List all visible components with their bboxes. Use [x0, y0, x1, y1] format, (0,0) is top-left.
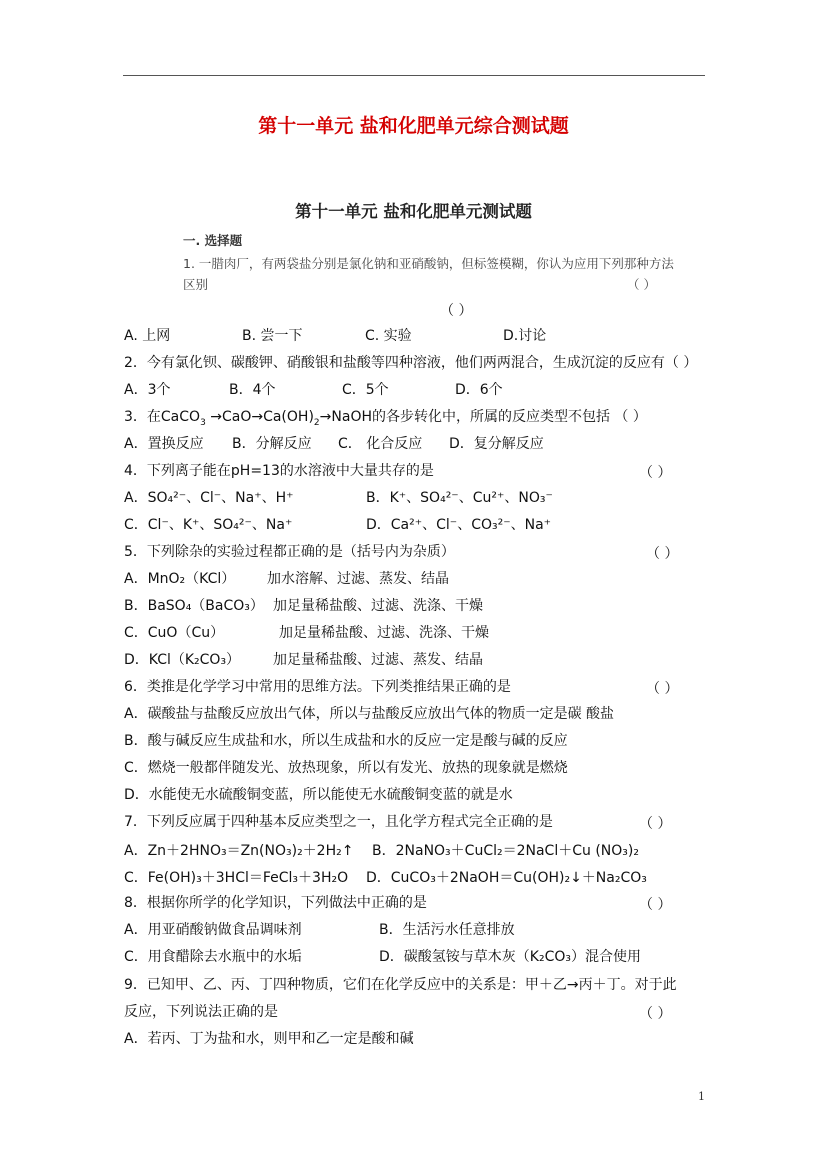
q1-text-line2: 区别: [183, 277, 209, 292]
q3-text-part: →NaOH的各步转化中，所属的反应类型不包括 （ ）: [319, 409, 647, 425]
q5-option-label: B．BaSO₄（BaCO₃）: [124, 598, 264, 614]
q8-option-c: C．用食醋除去水瓶中的水垢: [124, 949, 302, 965]
q3-option-b: B．分解反应: [232, 436, 312, 452]
q5-option-label: D．KCl（K₂CO₃）: [124, 652, 241, 668]
q7-text: 7．下列反应属于四种基本反应类型之一，且化学方程式完全正确的是: [124, 814, 553, 830]
q2-option-c: C．5个: [342, 382, 389, 398]
q8-option-d: D．碳酸氢铵与草木灰（K₂CO₃）混合使用: [379, 949, 641, 965]
q5-text: 5．下列除杂的实验过程都正确的是（括号内为杂质）: [124, 544, 455, 560]
q6-option-b: B．酸与碱反应生成盐和水，所以生成盐和水的反应一定是酸与碱的反应: [124, 733, 568, 749]
q3-subscript: 3: [200, 417, 206, 428]
q1-option-c: C. 实验: [365, 328, 412, 344]
q6-option-a: A．碳酸盐与盐酸反应放出气体，所以与盐酸反应放出气体的物质一定是碳 酸盐: [124, 706, 615, 722]
q1-option-b: B. 尝一下: [242, 328, 303, 344]
header-rule: [123, 75, 705, 76]
q7-option-b: B．2NaNO₃＋CuCl₂＝2NaCl＋Cu (NO₃)₂: [372, 843, 639, 859]
q5-option-label: C．CuO（Cu）: [124, 625, 225, 641]
q1-text-line1: 1. 一腊肉厂，有两袋盐分别是氯化钠和亚硝酸钠，但标签模糊，你认为应用下列那种方法: [183, 256, 674, 271]
q7-option-a: A．Zn＋2HNO₃＝Zn(NO₃)₂＋2H₂↑: [124, 843, 354, 859]
q9-text-line1: 9．已知甲、乙、丙、丁四种物质，它们在化学反应中的关系是：甲＋乙→丙＋丁。对于此: [124, 977, 677, 993]
q3-text-part: 3．在CaCO: [124, 409, 201, 425]
q7-answer-paren: （ ）: [639, 816, 672, 832]
q6-answer-paren: （ ）: [646, 681, 679, 697]
q6-text: 6．类推是化学学习中常用的思维方法。下列类推结果正确的是: [124, 679, 511, 695]
q8-answer-paren: （ ）: [639, 897, 672, 913]
q4-text: 4．下列离子能在pH=13的水溶液中大量共存的是: [124, 463, 434, 479]
q9-answer-paren: （ ）: [639, 1006, 672, 1022]
q4-option-b: B．K⁺、SO₄²⁻、Cu²⁺、NO₃⁻: [366, 490, 553, 506]
q1-answer-paren-2: （ ）: [440, 303, 473, 319]
q6-option-c: C．燃烧一般都伴随发光、放热现象，所以有发光、放热的现象就是燃烧: [124, 760, 568, 776]
q5-option-method: 加水溶解、过滤、蒸发、结晶: [267, 571, 449, 587]
q9-option-a: A．若丙、丁为盐和水，则甲和乙一定是酸和碱: [124, 1031, 414, 1047]
q1-option-a: A. 上网: [124, 328, 171, 344]
q7-option-d: D．CuCO₃＋2NaOH＝Cu(OH)₂↓＋Na₂CO₃: [366, 870, 647, 886]
q3-option-a: A．置换反应: [124, 436, 204, 452]
q5-option-method: 加足量稀盐酸、过滤、蒸发、结晶: [273, 652, 483, 668]
q3-option-d: D．复分解反应: [449, 436, 544, 452]
q2-option-b: B．4个: [229, 382, 276, 398]
q2-option-a: A．3个: [124, 382, 171, 398]
q2-option-d: D．6个: [455, 382, 503, 398]
q4-option-a: A．SO₄²⁻、Cl⁻、Na⁺、H⁺: [124, 490, 294, 506]
section-heading: 一. 选择题: [183, 233, 243, 248]
q9-text-line2: 反应，下列说法正确的是: [124, 1004, 278, 1020]
q8-text: 8．根据你所学的化学知识，下列做法中正确的是: [124, 895, 427, 911]
q5-option-method: 加足量稀盐酸、过滤、洗涤、干燥: [279, 625, 489, 641]
q7-option-c: C．Fe(OH)₃＋3HCl＝FeCl₃＋3H₂O: [124, 870, 349, 886]
q8-option-b: B．生活污水任意排放: [379, 922, 515, 938]
q2-text: 2．今有氯化钡、碳酸钾、硝酸银和盐酸等四种溶液，他们两两混合，生成沉淀的反应有（ ）: [124, 355, 698, 371]
q5-option-label: A．MnO₂（KCl）: [124, 571, 236, 587]
q4-option-d: D．Ca²⁺、Cl⁻、CO₃²⁻、Na⁺: [366, 517, 552, 533]
q3-option-c: C． 化合反应: [338, 436, 423, 452]
q8-option-a: A．用亚硝酸钠做食品调味剂: [124, 922, 302, 938]
document-subtitle: 第十一单元 盐和化肥单元测试题: [295, 202, 532, 221]
q5-option-method: 加足量稀盐酸、过滤、洗涤、干燥: [273, 598, 483, 614]
page-number: 1: [698, 1090, 705, 1103]
q5-answer-paren: （ ）: [646, 546, 679, 562]
q3-subscript: 2: [313, 417, 320, 428]
q1-option-d: D.讨论: [503, 328, 547, 344]
q3-text-part: →CaO→Ca(OH): [205, 409, 314, 425]
q3-text: [124, 408, 647, 426]
q1-answer-paren-1: （ ）: [627, 277, 656, 292]
q4-option-c: C．Cl⁻、K⁺、SO₄²⁻、Na⁺: [124, 517, 293, 533]
document-title: 第十一单元 盐和化肥单元综合测试题: [258, 115, 569, 137]
q4-answer-paren: （ ）: [639, 465, 672, 481]
q6-option-d: D．水能使无水硫酸铜变蓝，所以能使无水硫酸铜变蓝的就是水: [124, 787, 513, 803]
